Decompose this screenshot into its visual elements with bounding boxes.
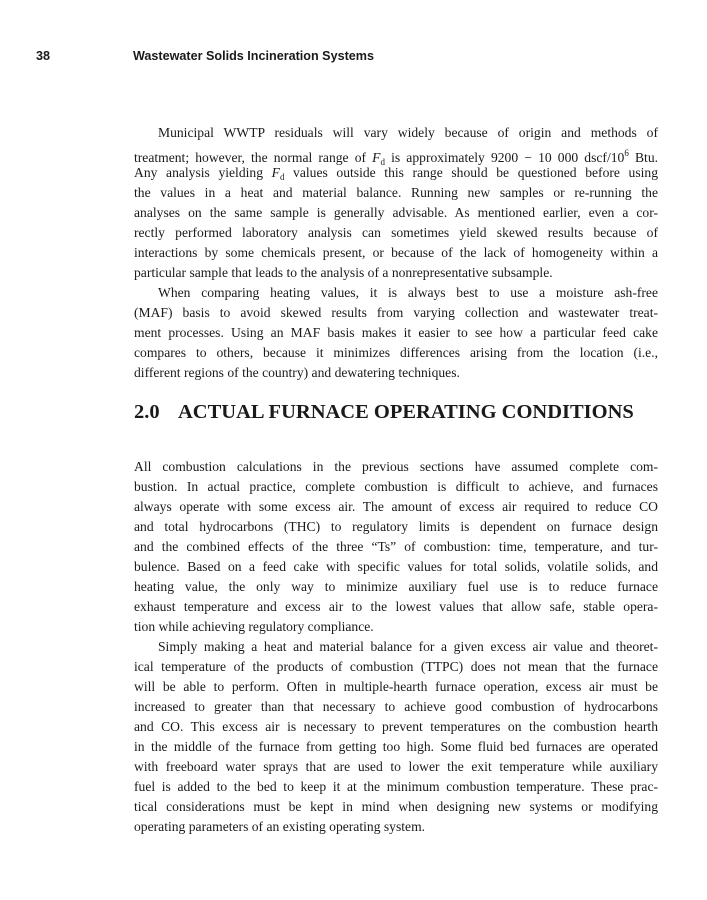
page-number: 38 <box>36 49 51 63</box>
text-line: All combustion calculations in the previous sections have assumed complete com- <box>134 459 658 474</box>
text-line: and the combined effects of the three “Ts” of combustion: time, temperature, and tur- <box>134 539 658 554</box>
text-line: particular sample that leads to the analysis of a nonrepresentative subsample. <box>134 265 553 280</box>
text-line: interactions by some chemicals present, or because of the lack of homogeneity within a <box>134 245 658 260</box>
text-line: ment processes. Using an MAF basis makes it easier to see how a particular feed cake <box>134 325 658 340</box>
text-line: bulence. Based on a feed cake with specific values for total solids, volatile solids, and <box>134 559 658 574</box>
text-line: in the middle of the furnace from getting too high. Some fluid bed furnaces are operated <box>134 739 658 754</box>
text-line: When comparing heating values, it is always best to use a moisture ash-free <box>158 285 658 300</box>
text-line: heating value, the only way to minimize auxiliary fuel use is to reduce furnace <box>134 579 658 594</box>
text-segment: Any analysis yielding <box>134 165 272 180</box>
text-line: fuel is added to the bed to keep it at the minimum combustion temperature. These prac- <box>134 779 658 794</box>
running-title: Wastewater Solids Incineration Systems <box>133 49 374 63</box>
text-line: different regions of the country) and dewatering techniques. <box>134 365 460 380</box>
intro-paragraphs <box>134 123 658 383</box>
text-segment: values outside this range should be questioned before using <box>284 165 659 180</box>
fd-symbol: $F_d$ <box>372 150 385 167</box>
fd-symbol: $F_d$ <box>271 165 285 182</box>
text-line: exhaust temperature and excess air to the lowest values that allow safe, stable opera- <box>134 599 658 614</box>
text-line: with freeboard water sprays that are used to lower the exit temperature while auxiliary <box>134 759 658 774</box>
text-line: and total hydrocarbons (THC) to regulatory limits is dependent on furnace design <box>134 519 658 534</box>
section-number: 2.0 <box>134 401 160 423</box>
text-line: operating parameters of an existing operating system. <box>134 819 426 834</box>
text-line: always operate with some excess air. The amount of excess air required to reduce CO <box>134 499 658 514</box>
exponent: 6 <box>624 148 629 158</box>
text-line: analyses on the same sample is generally advisable. As mentioned earlier, even a cor- <box>134 205 658 220</box>
text-line: and CO. This excess air is necessary to prevent temperatures on the combustion hearth <box>134 719 658 734</box>
running-head <box>0 49 707 69</box>
text-line: Simply making a heat and material balance for a given excess air value and theoret- <box>158 639 658 654</box>
section-heading <box>134 400 694 424</box>
text-line: rectly performed laboratory analysis can sometimes yield skewed results because of <box>134 225 658 240</box>
text-line-fd-range <box>134 143 659 167</box>
text-line: ical temperature of the products of combustion (TTPC) does not mean that the furnace <box>134 659 658 674</box>
text-segment: is approximately 9200 − 10 000 dscf/10 <box>384 150 625 165</box>
text-line: Municipal WWTP residuals will vary widely because of origin and methods of <box>158 125 658 140</box>
text-line-fd-values <box>134 163 658 183</box>
section-body <box>134 457 658 837</box>
text-line: the values in a heat and material balance. Running new samples or re-running the <box>134 185 658 200</box>
text-segment: treatment; however, the normal range of <box>134 150 373 165</box>
text-line: will be able to perform. Often in multiple-hearth furnace operation, excess air must be <box>134 679 658 694</box>
text-line: tion while achieving regulatory compliance. <box>134 619 374 634</box>
text-line: (MAF) basis to avoid skewed results from varying collection and wastewater treat- <box>134 305 658 320</box>
text-line: bustion. In actual practice, complete combustion is difficult to achieve, and furnaces <box>134 479 658 494</box>
text-line: increased to greater than that necessary to achieve good combustion of hydrocarbons <box>134 699 658 714</box>
text-line: tical considerations must be kept in mind when designing new systems or modifying <box>134 799 658 814</box>
section-title: ACTUAL FURNACE OPERATING CONDITIONS <box>178 401 634 423</box>
text-line: compares to others, because it minimizes differences arising from the location (i.e., <box>134 345 658 360</box>
text-segment: Btu. <box>628 150 659 165</box>
